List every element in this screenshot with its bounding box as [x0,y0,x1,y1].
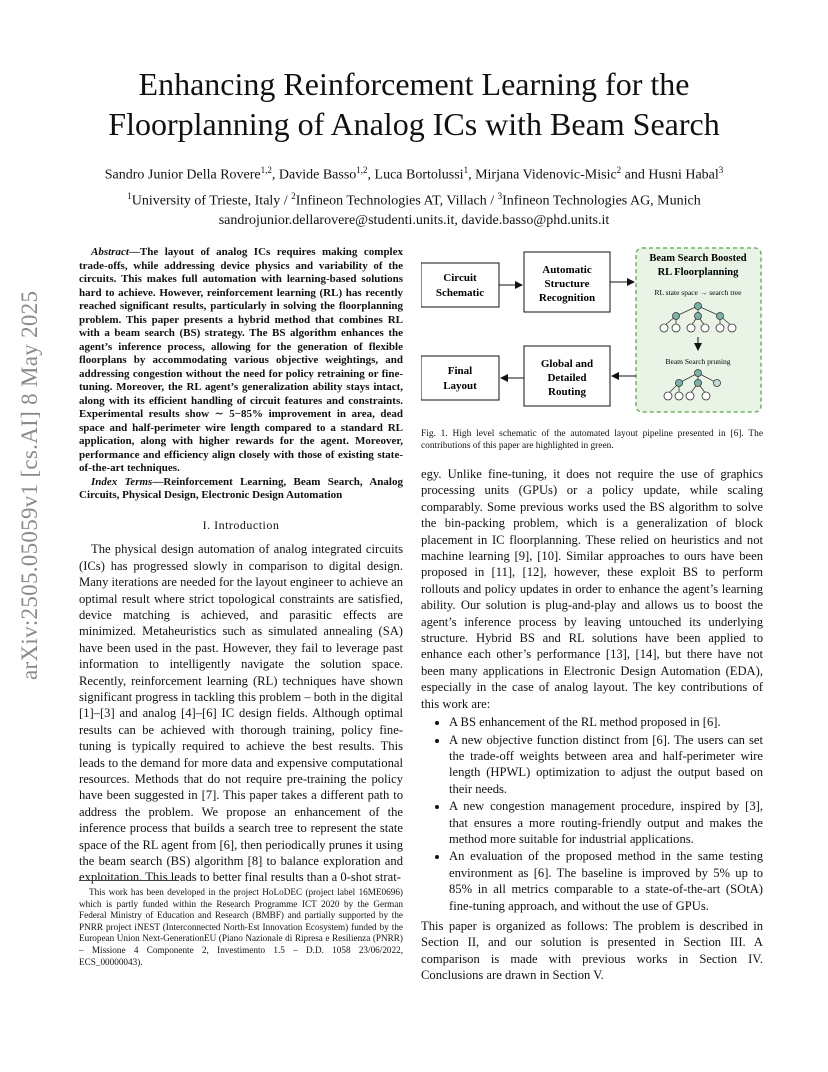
routing-label: Routing [548,386,586,398]
contribution-item: • A new objective function distinct from [6]. The users can set the trade-off weights between area and half-perimeter wire length (HPWL) optimization to adjust the output based on their needs. [449,732,763,798]
index-terms [79,476,403,503]
beam-search-pruning-label: Beam Search pruning [665,357,731,366]
author-name: Luca Bortolussi [374,167,464,183]
author-names: Sandro Junior Della Rovere$^{1,2}$, Davide Basso$^{1,2}$, Luca Bortolussi$^1$, Mirjana Videnovic-Misic$^2$ and Husni Habal$^3$ [104,165,724,183]
affiliation: University of Trieste, Italy / [131,193,292,209]
contributions-list [421,714,763,914]
contribution-item: • A new congestion management procedure, inspired by [3], that ensures a more routing-friendly output and makes the method more suitable for industrial applications. [449,798,763,847]
author-name: Husni Habal [648,167,719,183]
figure-1-pipeline-diagram [421,246,763,416]
paper-title [60,64,768,144]
affiliation-marker: 1,2 [356,165,368,175]
introduction-continuation: egy. Unlike fine-tuning, it does not require the use of graphics processing units (GPUs) or a policy update, while scaling comparably. Some previous works used the BS algorithm to solve the bin-packing problem, which is a generalization of block placement in IC floorplanning. These relied on heuristics and not machine learning [9], [10]. Similar approaches to ours have been proposed in [11], [12], however, these exploit BS to perform rollouts and policy updates in order to enhance the agent’s learning ability. Our solution is plug-and-play and allows us to boost the agent’s inference process by leaving untouched its underlying structure. Hybrid BS and RL solutions have been applied to enhance each other’s performance [13], [14], but there have not been many applications in Electronic Design Automation (EDA), especially in the case of analog layout. The key contributions of this work are: [421,467,763,711]
paper-organization-paragraph: This paper is organized as follows: The problem is described in Section II, and our solution is presented in Section III. A comparison is made with previous works in Section IV. Conclusions are drawn in Section V. [421,918,763,983]
routing-label: Detailed [547,372,587,384]
green-region-title: RL Floorplanning [657,267,739,278]
abstract [79,246,403,476]
introduction-paragraph: The physical design automation of analog integrated circuits (ICs) has progressed slowly in comparison to digital design. Many iterations are needed for the layout engineer to achieve an optimal result where strict topological constraints are satisfied, device matching is achieved, and parasitic effects are minimized. Metaheuristics such as simulated annealing (SA) have been used in the past. However, they fail to leverage past information to intelligently navigate the solution space. Recently, reinforcement learning (RL) techniques have shown significant progress in tackling this problem – both in the digital [1]–[3] and analog [4]–[6] IC design fields. Although optimal results can be achieved with thorough training, policy fine-tuning is typically required to achieve the best results. This leads to the demand for more data and expensive computational resources. Methods that do not require pre-training the policy have been suggested in [7]. This paper takes a different path to address the problem. We propose an enhancement of the inference process that builds a search tree to represent the state space of the RL agent from [6], then periodically prunes it using the beam search (BS) algorithm [8] to balance exploration and exploitation. This leads to better final results than a 0-shot strat- [79,542,403,885]
right-column [421,466,763,984]
structure-recognition-label: Recognition [538,292,596,304]
affiliation-marker: 1,2 [260,165,272,175]
affiliations [40,186,788,212]
abstract-text: —The layout of analog ICs requires making complex trade-offs, while addressing device physics and variability of the circuits. This makes full automation with learning-based solutions hard to achieve. However, reinforcement learning (RL) has recently reached significant results, particularly in solving the floorplanning problem. This paper presents a hybrid method that combines RL with a beam search (BS) strategy. The BS algorithm enhances the agent’s inference process, allowing for the generation of flexible floorplans by accommodating various objective weightings, and addressing congestion without the need for policy retraining or fine-tuning. Moreover, the RL agent’s generalization ability stays intact, along with its efficient handling of circuit features and constraints. Experimental results show ∼ 5−85% improvement in area, dead space and half-perimeter wire length compared to a standard RL application, along with higher rewards for the agent. Moreover, performance and efficiency align closely with those of existing state-of-the-art techniques. [79,246,403,474]
affiliation-marker: 3 [718,165,724,175]
index-terms-label: Index Terms [91,475,153,488]
author-name: Sandro Junior Della Rovere [104,167,261,183]
left-column [79,246,403,886]
title-line-1: Enhancing Reinforcement Learning for the [138,66,690,102]
circuit-schematic-box [421,263,499,307]
final-layout-label: Final [447,365,473,377]
affiliation: Infineon Technologies AT, Villach / [295,193,498,209]
affiliation-marker: 3 [497,190,503,201]
circuit-schematic-label: Circuit [443,272,477,284]
green-region-title: Beam Search Boosted [649,253,747,264]
affiliation: Infineon Technologies AG, Munich [502,193,701,209]
abstract-label: Abstract [91,246,129,258]
contribution-item: • An evaluation of the proposed method in the same testing environment as [6]. The baseline is improved by 5% up to 85% in all metrics comparable to a state-of-the-art (SOtA) fine-tuning approach, and without the use of GPUs. [449,848,763,914]
arxiv-identifier-stamp: arXiv:2505.05059v1 [cs.AI] 8 May 2025 [17,290,42,680]
author-emails[interactable]: sandrojunior.dellarovere@studenti.units.it, davide.basso@phd.units.it [218,213,610,229]
final-layout-label: Layout [443,380,477,392]
footnote-divider [79,880,179,881]
funding-footnote: This work has been developed in the project HoLoDEC (project label 16ME0696) which is partly funded within the Research Programme ICT 2020 by the German Federal Ministry of Education and Research (BMBF) and partially supported by the PNRR project iNEST (Interconnected North-Est Innovation Ecosystem) funded by the European Union Next-GenerationEU (Piano Nazionale di Ripresa e Resilienza (PNRR) – Missione 4 Componente 2, Investimento 1.5 – D.D. 1058 23/06/2022, ECS_00000043). [79,887,403,967]
index-terms-text: —Reinforcement Learning, Beam Search, Analog Circuits, Physical Design, Electronic Design Automation [79,475,403,501]
affiliation-marker: 2 [291,190,296,201]
affiliation-marker: 1 [463,165,469,175]
section-heading-introduction: I. Introduction [202,517,280,532]
routing-label: Global and [540,358,594,370]
structure-recognition-label: Automatic [542,264,592,276]
author-name: Mirjana Videnovic-Misic [475,167,617,183]
figure-1-caption: Fig. 1. High level schematic of the automated layout pipeline presented in [6]. The contributions of this paper are highlighted in green. [421,429,763,451]
affiliation-marker: 2 [616,165,622,175]
pipeline-svg [421,246,763,416]
final-layout-box [421,356,499,400]
author-block [40,160,788,231]
structure-recognition-label: Structure [544,278,590,290]
affiliation-marker: 1 [127,190,132,201]
search-tree-label: RL state space → search tree [654,288,742,297]
circuit-schematic-label: Schematic [435,287,485,299]
author-name: Davide Basso [278,167,357,183]
contribution-item: • A BS enhancement of the RL method proposed in [6]. [449,714,763,730]
title-line-2: Floorplanning of Analog ICs with Beam Search [108,106,720,142]
